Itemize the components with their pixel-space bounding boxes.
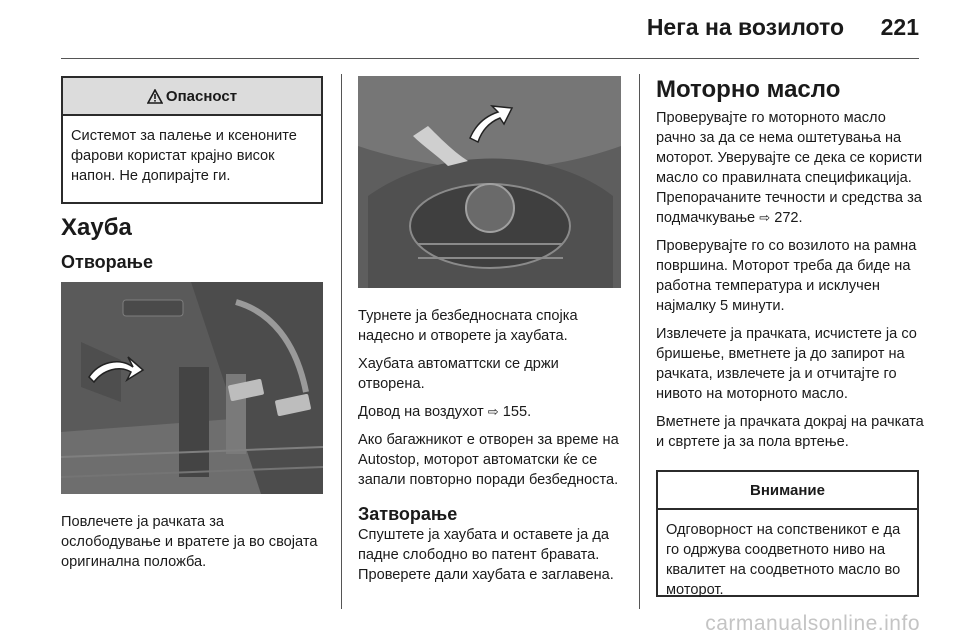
air-intake-reference [358,402,626,422]
notice-text: Одговорност на сопственикот е да го одржува соодветното ниво на квалитет на соодветното масло во моторот. [666,522,901,598]
warning-triangle-icon [147,89,163,104]
step-push-clip: Турнете ја безбедносната спојка надесно и отворете ја хаубата. [358,308,578,344]
hood-latch-figure [358,76,621,288]
oil-check-conditions: Проверувајте го со возилото на рамна површина. Моторот треба да биде на работна температура и исклучен најмалку 5 минути. [656,238,917,314]
fluids-page-ref[interactable]: 272. [774,210,803,226]
warning-title: Опасност [165,87,238,105]
column-divider-1 [341,74,342,609]
subsection-title-opening: Отворање [61,252,153,272]
header-rule [61,58,919,59]
notice-box-header: Внимание [658,472,917,510]
oil-check-intro-text: Проверувајте го моторното масло рачно за да се нема оштетувања на моторот. Уверувајте се дека се користи масло со правилната спецификација. Препорачаните течности и средства за подмачкување [656,110,923,226]
page-number: 221 [880,14,919,40]
opening-instruction: Повлечете ја рачката за ослободување и вратете ја во својата оригинална положба. [61,514,318,570]
column-divider-2 [639,74,640,609]
hood-release-figure [61,282,323,494]
section-title-engine-oil: Моторно масло [656,76,841,103]
warning-text: Системот за палење и ксеноните фарови користат крајно висок напон. Не допирајте ги. [71,128,297,184]
hood-stays-open-text: Хаубата автоматтски се држи отворена. [358,356,559,392]
dipstick-procedure: Извлечете ја прачката, исчистете ја со бришење, вметнете ја до запирот на рачката, извлечете ја и отчитајте го нивото на моторното масло. [656,326,917,402]
subsection-title-closing: Затворање [358,504,458,524]
warning-box-header [63,78,321,116]
autostop-warning-text: Ако багажникот е отворен за време на Autostop, моторот автоматски ќе се запали повторно поради безбедноста. [358,432,619,488]
page-reference-icon: ⇨ [759,210,771,225]
dipstick-reinsert: Вметнете ја прачката докрај на рачката и свртете ја за пола вртење. [656,414,924,450]
notice-box [656,470,919,597]
warning-box [61,76,323,204]
air-intake-text: Довод на воздухот [358,404,484,420]
watermark: carmanualsonline.info [705,612,920,635]
page-reference-icon: ⇨ [487,404,499,419]
closing-instruction: Спуштете ја хаубата и оставете ја да падне слободно во патент бравата. Проверете дали хаубата е заглавена. [358,527,614,583]
header-title: Нега на возилото [646,14,844,40]
oil-check-intro [656,108,924,228]
air-intake-page-ref[interactable]: 155. [502,404,532,420]
section-title-hood: Хауба [61,214,132,241]
